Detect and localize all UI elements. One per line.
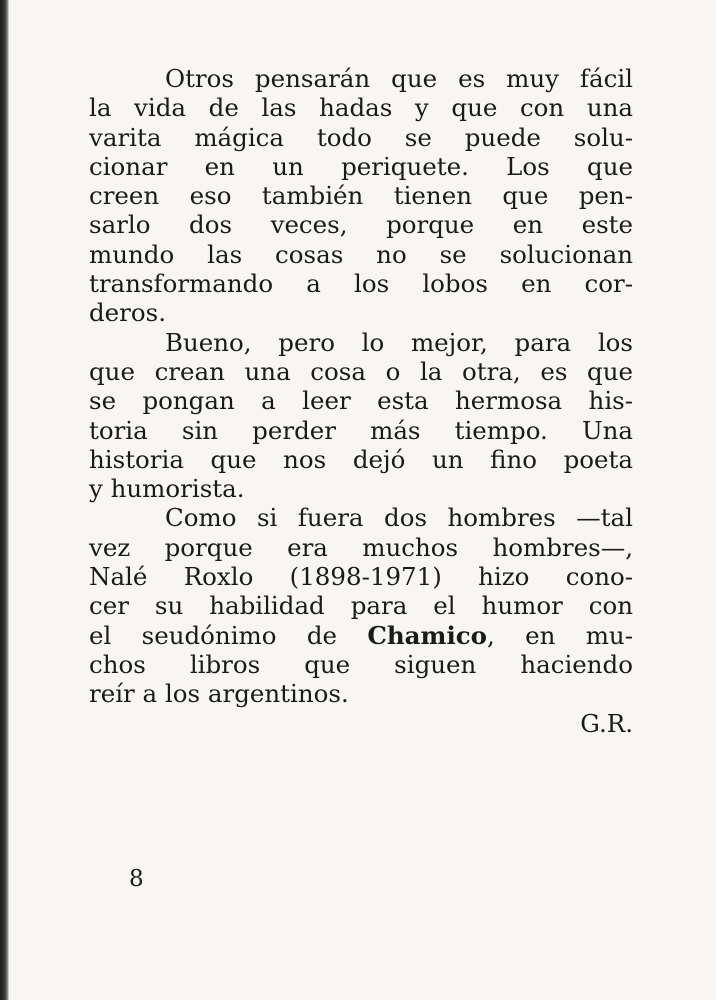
text-line: toria sin perder más tiempo. Una: [89, 415, 633, 445]
pseudonym-emphasis: Chamico: [367, 620, 488, 650]
text-line: transformando a los lobos en cor-: [89, 269, 633, 299]
text-line: Bueno, pero lo mejor, para los: [165, 327, 633, 357]
text-line: sarlo dos veces, porque en este: [89, 210, 633, 240]
paragraph-2: [89, 327, 633, 504]
text-line: Nalé Roxlo (1898-1971) hizo cono-: [89, 562, 633, 592]
text-line: vez porque era muchos hombres—,: [89, 532, 633, 562]
signature: G.R.: [580, 708, 633, 738]
text-line: varita mágica todo se puede solu-: [89, 122, 633, 152]
paragraph-3: [89, 503, 633, 709]
text-line: mundo las cosas no se solucionan: [89, 239, 633, 269]
text-line: creen eso también tienen que pen-: [89, 181, 633, 211]
page-number: 8: [129, 866, 144, 892]
book-spine-edge: [0, 0, 9, 1000]
text-fragment: el seudónimo de: [89, 620, 368, 650]
text-line: historia que nos dejó un fino poeta: [89, 444, 633, 474]
paragraph-1: [89, 64, 633, 328]
text-line: y humorista.: [89, 474, 245, 504]
text-fragment: , en mu-: [487, 620, 633, 650]
text-line: chos libros que siguen haciendo: [89, 649, 633, 679]
text-line: la vida de las hadas y que con una: [89, 93, 633, 123]
body-text: [89, 64, 633, 738]
text-line-with-pseudonym: [89, 620, 633, 650]
text-line: que crean una cosa o la otra, es que: [89, 356, 633, 386]
text-line: cionar en un periquete. Los que: [89, 151, 633, 181]
text-line: Otros pensarán que es muy fácil: [165, 64, 633, 93]
book-page: [9, 0, 716, 1000]
text-line: cer su habilidad para el humor con: [89, 591, 633, 621]
text-line: Como si fuera dos hombres —tal: [165, 503, 633, 533]
text-line: reír a los argentinos.: [89, 679, 349, 709]
text-line: se pongan a leer esta hermosa his-: [89, 386, 633, 416]
text-line: deros.: [89, 298, 167, 328]
